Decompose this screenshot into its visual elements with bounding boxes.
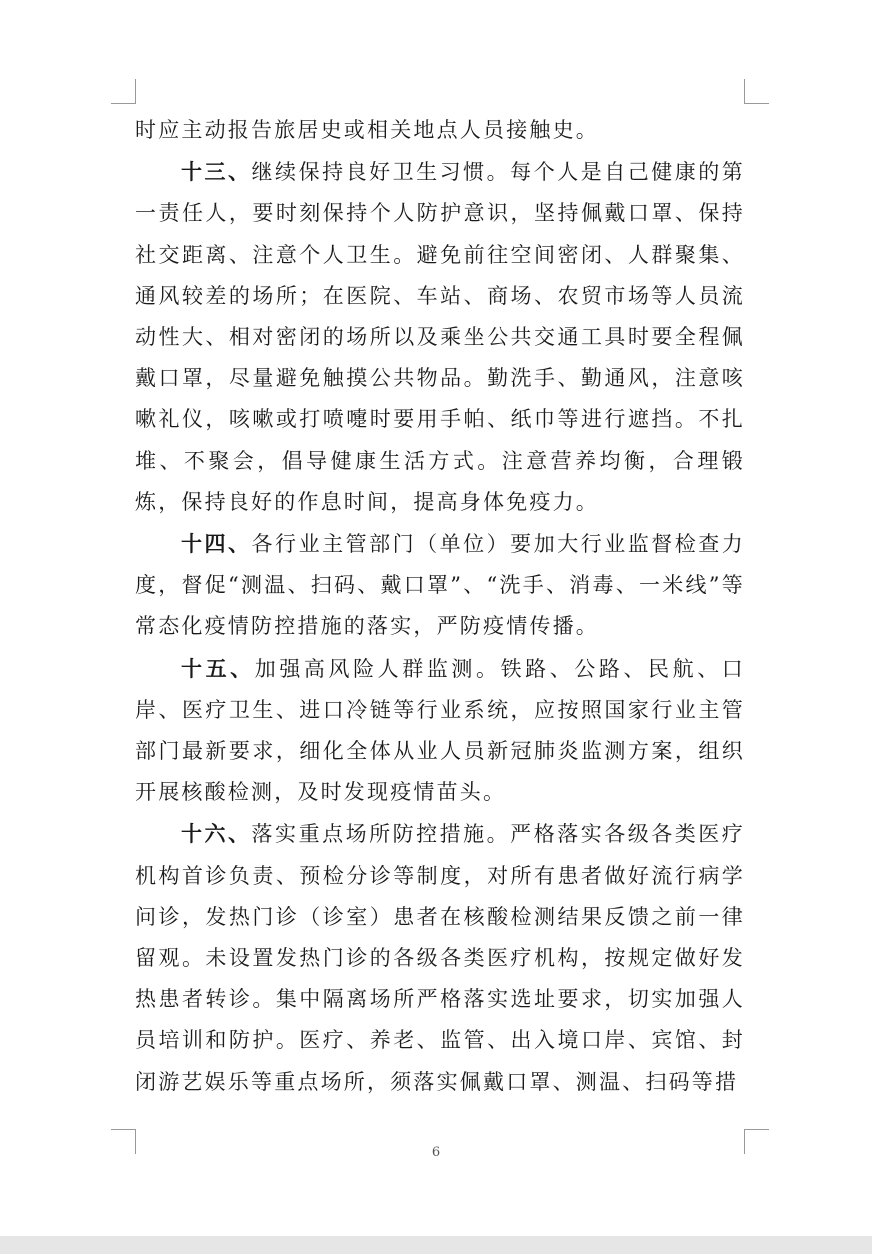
- paragraph-text: 落实重点场所防控措施。严格落实各级各类医疗机构首诊负责、预检分诊等制度，对所有患者做好流行病学问诊，发热门诊（诊室）患者在核酸检测结果反馈之前一律留观。未设置发热门诊的各级各类医疗机构，按规定做好发热患者转诊。集中隔离场所严格落实选址要求，切实加强人员培训和防护。医疗、养老、监管、出入境口岸、宾馆、封闭游艺娱乐等重点场所，须落实佩戴口罩、测温、扫码等措: [135, 822, 745, 1094]
- paragraph-text: 加强高风险人群监测。铁路、公路、民航、口岸、医疗卫生、进口冷链等行业系统，应按照国家行业主管部门最新要求，细化全体从业人员新冠肺炎监测方案，组织开展核酸检测，及时发现疫情苗头。: [135, 656, 745, 805]
- item-number: 十四、: [181, 531, 252, 557]
- paragraph-continuation: [135, 110, 745, 151]
- page-number: 6: [431, 1145, 441, 1160]
- item-number: 十六、: [181, 821, 252, 847]
- paragraph-item-14: [135, 523, 745, 648]
- paragraph-text: 继续保持良好卫生习惯。每个人是自己健康的第一责任人，要时刻保持个人防护意识，坚持佩戴口罩、保持社交距离、注意个人卫生。避免前往空间密闭、人群聚集、通风较差的场所；在医院、车站、商场、农贸市场等人员流动性大、相对密闭的场所以及乘坐公共交通工具时要全程佩戴口罩，尽量避免触摸公共物品。勤洗手、勤通风，注意咳嗽礼仪，咳嗽或打喷嚏时要用手帕、纸巾等进行遮挡。不扎堆、不聚会，倡导健康生活方式。注意营养均衡，合理锻炼，保持良好的作息时间，提高身体免疫力。: [135, 160, 745, 514]
- paragraph-item-16: [135, 813, 745, 1102]
- item-number: 十五、: [181, 655, 255, 681]
- document-body: [135, 110, 745, 1103]
- paragraph-text: 各行业主管部门（单位）要加大行业监督检查力度，督促“测温、扫码、戴口罩”、“洗手、消毒、一米线”等常态化疫情防控措施的落实，严防疫情传播。: [135, 532, 745, 639]
- crop-mark-top-left: [111, 79, 136, 104]
- item-number: 十三、: [181, 159, 252, 185]
- viewer-bottom-strip: [0, 1236, 872, 1254]
- paragraph-item-15: [135, 648, 745, 814]
- paragraph-item-13: [135, 151, 745, 523]
- crop-mark-top-right: [744, 79, 769, 104]
- paragraph-text: 时应主动报告旅居史或相关地点人员接触史。: [135, 118, 599, 142]
